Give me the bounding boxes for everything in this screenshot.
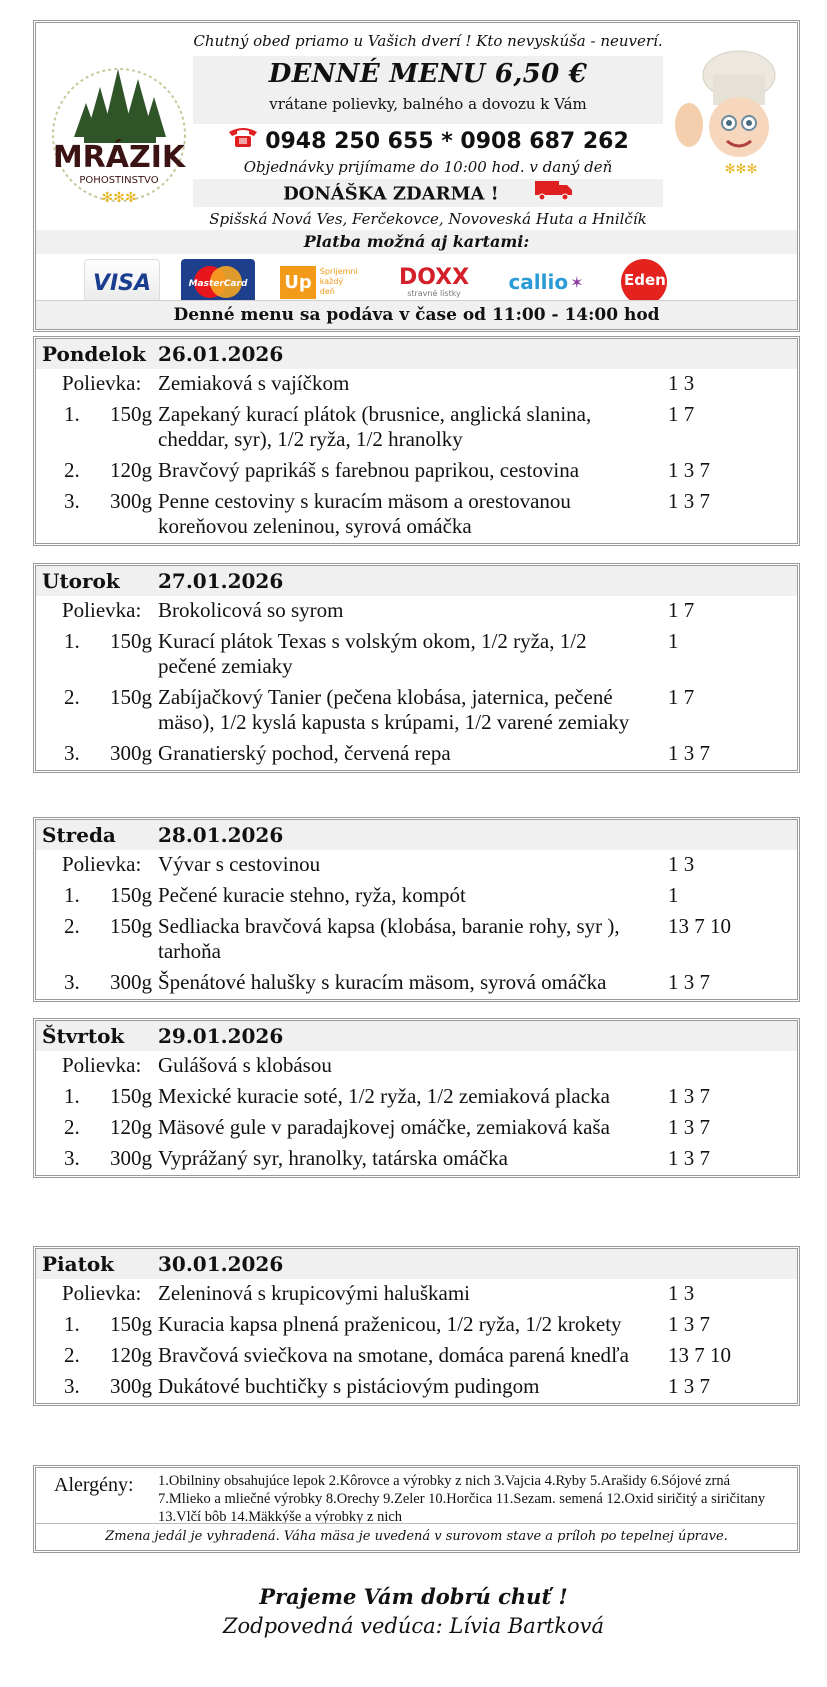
svg-text:MasterCard: MasterCard bbox=[188, 279, 248, 289]
meal-row: 3. 300g Granatierský pochod, červená repa 1 3 7 bbox=[64, 741, 710, 765]
day-header: Štvrtok 29.01.2026 bbox=[36, 1021, 797, 1051]
day-block-tuesday bbox=[33, 563, 800, 773]
meal-row: 3. 300g Vyprážaný syr, hranolky, tatárska omáčka 1 3 7 bbox=[64, 1146, 710, 1170]
day-block-monday bbox=[33, 336, 800, 546]
meal-row: 3. 300g Špenátové halušky s kuracím mäsom, syrová omáčka 1 3 7 bbox=[64, 970, 710, 994]
day-block-friday bbox=[33, 1246, 800, 1406]
tagline: Chutný obed priamo u Vašich dverí ! Kto nevyskúša - neuverí. bbox=[193, 32, 663, 50]
menu-subtitle: vrátane polievky, balného a dovozu k Vám bbox=[269, 95, 587, 113]
soup-row: Polievka: Zemiaková s vajíčkom 1 3 bbox=[62, 371, 695, 395]
meal-row: 1. 150g Kuracia kapsa plnená praženicou, 1/2 ryža, 1/2 krokety 1 3 7 bbox=[64, 1312, 710, 1336]
orders-note: Objednávky prijímame do 10:00 hod. v daný deň bbox=[243, 158, 613, 176]
meal-row: 2. 150g Zabíjačkový Tanier (pečena klobása, jaternica, pečené mäso), 1/2 kyslá kapusta s krúpami, 1/2 varené zemiaky 1 7 bbox=[64, 685, 695, 734]
callio-logo: callio ✶ bbox=[508, 270, 584, 294]
phone-numbers bbox=[193, 126, 663, 158]
meal-row: 2. 120g Bravčová sviečkova na smotane, domáca parená knedľa 13 7 10 bbox=[64, 1343, 731, 1367]
soup-row: Polievka: Gulášová s klobásou bbox=[62, 1053, 332, 1077]
meal-row: 3. 300g Dukátové buchtičky s pistáciovým pudingom 1 3 7 bbox=[64, 1374, 710, 1398]
allergens-box bbox=[33, 1465, 800, 1553]
truck-icon bbox=[535, 179, 573, 210]
phone-icon bbox=[227, 126, 259, 158]
menu-title-band bbox=[193, 56, 663, 124]
meal-row: 2. 150g Sedliacka bravčová kapsa (klobása, baranie rohy, syr ), tarhoňa 13 7 10 bbox=[64, 914, 731, 963]
visa-logo: VISA bbox=[84, 259, 160, 307]
meal-row: 1. 150g Zapekaný kurací plátok (brusnice, anglická slanina, cheddar, syr), 1/2 ryža, 1/2 hranolky 1 7 bbox=[64, 402, 695, 451]
allergens-label: Alergény: bbox=[54, 1474, 134, 1496]
disclaimer-note: Zmena jedál je vyhradená. Váha mäsa je uvedená v surovom stave a príloh po tepelnej úprave. bbox=[36, 1523, 797, 1550]
payment-title: Platba možná aj kartami: bbox=[36, 230, 797, 254]
day-header: Pondelok 26.01.2026 bbox=[36, 339, 797, 369]
day-block-thursday bbox=[33, 1018, 800, 1178]
up-logo: Up Sprijemni každý deň bbox=[279, 259, 359, 305]
day-header: Piatok 30.01.2026 bbox=[36, 1249, 797, 1279]
menu-header bbox=[33, 20, 800, 332]
free-delivery-band bbox=[193, 179, 663, 207]
mrazik-logo bbox=[44, 47, 194, 217]
mastercard-logo bbox=[181, 259, 255, 305]
meal-row: 3. 300g Penne cestoviny s kuracím mäsom a orestovanou koreňovou zeleninou, syrová omáčka 1 3 7 bbox=[64, 489, 710, 538]
soup-row: Polievka: Brokolicová so syrom 1 7 bbox=[62, 598, 695, 622]
delivery-towns: Spišská Nová Ves, Ferčekovce, Novoveská Huta a Hnilčík bbox=[209, 210, 647, 228]
phone-text[interactable]: 0948 250 655 * 0908 687 262 bbox=[265, 129, 629, 154]
soup-row: Polievka: Zeleninová s krupicovými haluškami 1 3 bbox=[62, 1281, 695, 1305]
manager-name: Zodpovedná vedúca: Lívia Bartková bbox=[222, 1614, 605, 1638]
meal-row: 1. 150g Mexické kuracie soté, 1/2 ryža, 1/2 zemiaková placka 1 3 7 bbox=[64, 1084, 710, 1108]
soup-row: Polievka: Vývar s cestovinou 1 3 bbox=[62, 852, 695, 876]
chef-mascot-image bbox=[669, 45, 787, 195]
bon-appetit: Prajeme Vám dobrú chuť ! bbox=[259, 1584, 568, 1609]
menu-title-price: DENNÉ MENU 6,50 € bbox=[268, 59, 588, 89]
meal-row: 1. 150g Pečené kuracie stehno, ryža, kompót 1 bbox=[64, 883, 679, 907]
edenred-logo: Edenred bbox=[621, 259, 695, 305]
svg-text:MRÁZIK: MRÁZIK bbox=[52, 140, 186, 175]
svg-text:✻✻✻: ✻✻✻ bbox=[724, 162, 758, 177]
serving-time: Denné menu sa podáva v čase od 11:00 - 14:00 hod bbox=[36, 300, 797, 329]
meal-row: 1. 150g Kurací plátok Texas s volským okom, 1/2 ryža, 1/2 pečené zemiaky 1 bbox=[64, 629, 679, 678]
meal-row: 2. 120g Bravčový paprikáš s farebnou paprikou, cestovina 1 3 7 bbox=[64, 458, 710, 482]
doxx-logo: DOXX stravné lístky bbox=[398, 264, 470, 298]
svg-text:POHOSTINSTVO: POHOSTINSTVO bbox=[79, 175, 159, 186]
day-header: Utorok 27.01.2026 bbox=[36, 566, 797, 596]
free-delivery-text: DONÁŠKA ZDARMA ! bbox=[283, 183, 499, 205]
allergens-list: 1.Obilniny obsahujúce lepok 2.Kôrovce a výrobky z nich 3.Vajcia 4.Ryby 5.Arašidy 6.Sójové zrná 7.Mlieko a mliečné výrobky 8.Orechy 9.Zeler 10.Horčica 11.Sezam. semená 12.Oxid siričitý a siričitany 13.Vlčí bôb 14.Mäkkýše a výrobky z nich bbox=[158, 1473, 766, 1525]
svg-text:✻✻✻: ✻✻✻ bbox=[101, 190, 137, 206]
day-header: Streda 28.01.2026 bbox=[36, 820, 797, 850]
day-block-wednesday bbox=[33, 817, 800, 1002]
meal-row: 2. 120g Mäsové gule v paradajkovej omáčke, zemiaková kaša 1 3 7 bbox=[64, 1115, 710, 1139]
